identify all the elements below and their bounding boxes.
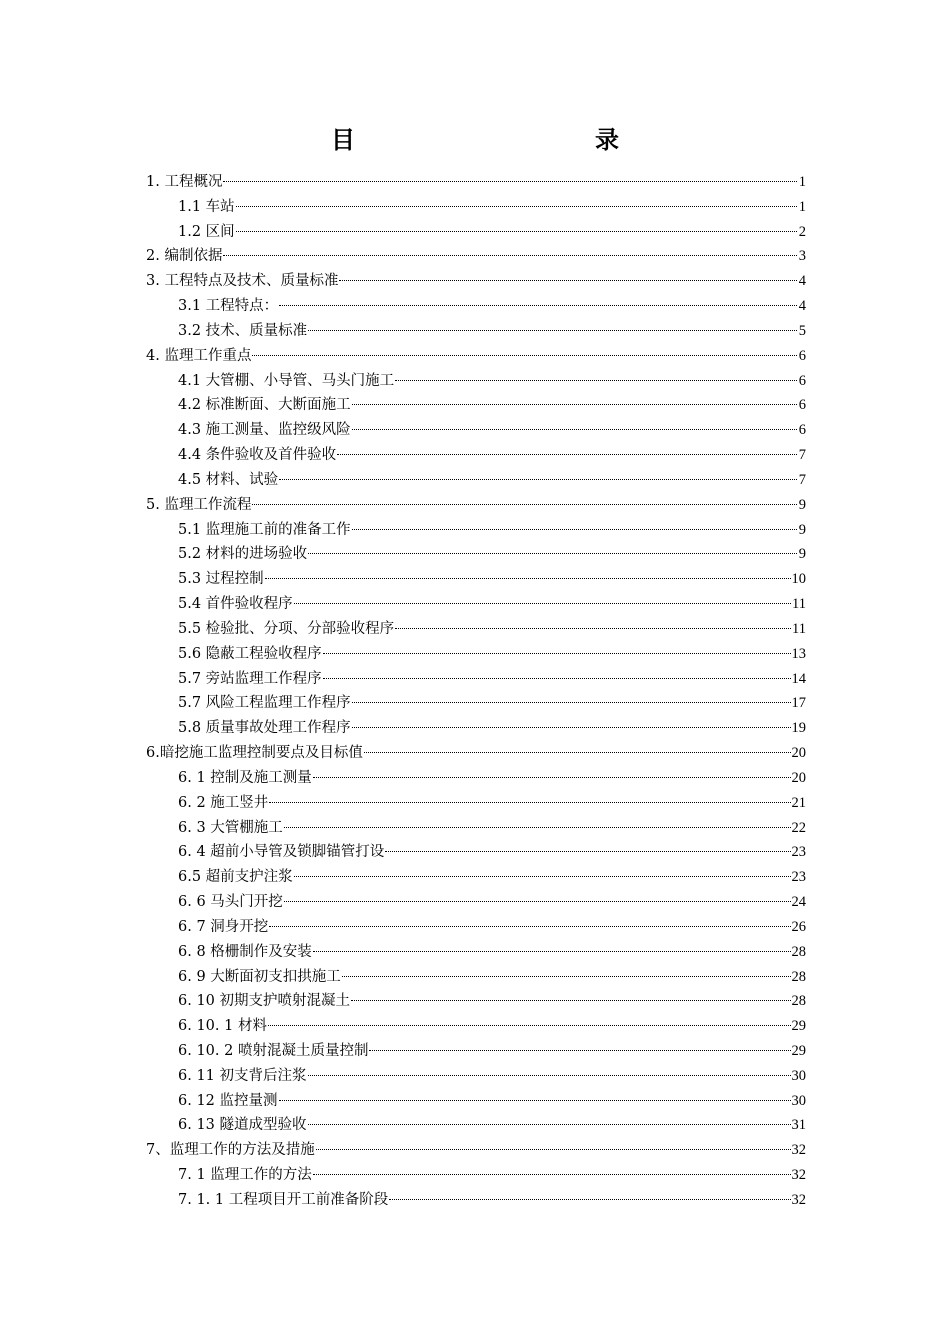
toc-entry[interactable] — [146, 642, 806, 667]
toc-entry-page-number: 7 — [798, 471, 806, 488]
toc-entry-label: 5.7 风险工程监理工作程序 — [178, 695, 351, 712]
toc-entry[interactable] — [146, 493, 806, 518]
toc-entry-page-number: 28 — [791, 993, 806, 1010]
toc-entry-label: 6. 11 初支背后注浆 — [178, 1067, 307, 1084]
toc-entry-label: 7、监理工作的方法及措施 — [146, 1142, 315, 1159]
toc-dot-leader — [337, 454, 797, 455]
toc-entry[interactable] — [146, 989, 806, 1014]
toc-entry-page-number: 2 — [798, 223, 806, 240]
toc-dot-leader — [284, 901, 791, 902]
toc-dot-leader — [308, 1075, 791, 1076]
toc-dot-leader — [313, 951, 791, 952]
toc-entry-label: 5.8 质量事故处理工作程序 — [178, 720, 351, 737]
toc-entry[interactable] — [146, 1039, 806, 1064]
toc-entry-label: 4.5 材料、试验 — [178, 471, 279, 488]
toc-entry-page-number: 6 — [798, 422, 806, 439]
toc-entry-label: 6.5 超前支护注浆 — [178, 869, 293, 886]
toc-dot-leader — [352, 727, 791, 728]
toc-entry-label: 5.7 旁站监理工作程序 — [178, 670, 322, 687]
toc-entry[interactable] — [146, 865, 806, 890]
toc-dot-leader — [352, 702, 791, 703]
toc-dot-leader — [252, 355, 797, 356]
toc-entry[interactable] — [146, 617, 806, 642]
toc-dot-leader — [269, 926, 790, 927]
toc-dot-leader — [308, 1124, 791, 1125]
toc-entry-label: 6. 7 洞身开挖 — [178, 918, 269, 935]
toc-entry[interactable] — [146, 716, 806, 741]
toc-entry-label: 6. 12 监控量测 — [178, 1092, 278, 1109]
toc-entry[interactable] — [146, 1064, 806, 1089]
toc-entry-page-number: 6 — [798, 347, 806, 364]
toc-entry-label: 5.4 首件验收程序 — [178, 596, 293, 613]
toc-entry[interactable] — [146, 518, 806, 543]
toc-entry[interactable] — [146, 1138, 806, 1163]
toc-entry-label: 4.4 条件验收及首件验收 — [178, 447, 337, 464]
toc-entry-page-number: 19 — [791, 720, 806, 737]
toc-entry-label: 6. 2 施工竖井 — [178, 794, 269, 811]
toc-entry-page-number: 6 — [798, 372, 806, 389]
toc-entry-label: 1. 工程概况 — [146, 174, 223, 190]
toc-entry[interactable] — [146, 1014, 806, 1039]
toc-dot-leader — [342, 976, 791, 977]
toc-dot-leader — [236, 231, 797, 232]
toc-entry-label: 4.2 标准断面、大断面施工 — [178, 397, 351, 414]
toc-dot-leader — [294, 603, 791, 604]
toc-dot-leader — [308, 330, 797, 331]
toc-entry[interactable] — [146, 393, 806, 418]
toc-entry-page-number: 1 — [798, 198, 806, 215]
toc-entry[interactable] — [146, 319, 806, 344]
toc-entry-page-number: 32 — [791, 1167, 806, 1184]
toc-entry-label: 5.6 隐蔽工程验收程序 — [178, 645, 322, 662]
toc-entry[interactable] — [146, 691, 806, 716]
toc-dot-leader — [308, 553, 797, 554]
toc-entry-page-number: 26 — [791, 918, 806, 935]
toc-entry-page-number: 4 — [798, 298, 806, 315]
toc-dot-leader — [279, 479, 797, 480]
toc-entry-label: 1.2 区间 — [178, 223, 235, 240]
toc-entry-page-number: 4 — [798, 273, 806, 290]
toc-entry-page-number: 7 — [798, 447, 806, 464]
toc-entry[interactable] — [146, 567, 806, 592]
toc-dot-leader — [385, 851, 790, 852]
toc-entry-label: 6. 8 格栅制作及安装 — [178, 943, 312, 960]
toc-entry[interactable] — [146, 269, 806, 294]
toc-entry-page-number: 21 — [791, 794, 806, 811]
toc-dot-leader — [364, 752, 791, 753]
toc-entry-label: 3.1 工程特点： — [178, 298, 279, 315]
toc-entry-page-number: 14 — [791, 670, 806, 687]
toc-entry[interactable] — [146, 1113, 806, 1138]
toc-entry-page-number: 30 — [791, 1067, 806, 1084]
toc-entry-page-number: 11 — [792, 596, 806, 613]
toc-dot-leader — [313, 1174, 791, 1175]
toc-dot-leader — [236, 206, 797, 207]
toc-entry-page-number: 10 — [791, 571, 806, 588]
toc-entry[interactable] — [146, 791, 806, 816]
toc-entry-page-number: 31 — [791, 1117, 806, 1134]
toc-entry-page-number: 28 — [791, 943, 806, 960]
toc-entry-label: 7. 1 监理工作的方法 — [178, 1167, 312, 1184]
toc-entry-page-number: 20 — [791, 745, 806, 762]
toc-dot-leader — [323, 653, 791, 654]
toc-entry-page-number: 11 — [792, 620, 806, 637]
toc-dot-leader — [223, 181, 797, 182]
toc-entry-label: 7. 1. 1 工程项目开工前准备阶段 — [178, 1191, 389, 1208]
toc-dot-leader — [279, 305, 797, 306]
toc-entry-page-number: 29 — [791, 1018, 806, 1035]
toc-entry-label: 6. 4 超前小导管及锁脚锚管打设 — [178, 844, 385, 861]
toc-dot-leader — [395, 380, 797, 381]
toc-entry[interactable] — [146, 170, 806, 195]
toc-dot-leader — [252, 504, 797, 505]
toc-dot-leader — [268, 1025, 791, 1026]
toc-dot-leader — [352, 404, 797, 405]
toc-entry[interactable] — [146, 195, 806, 220]
toc-entry[interactable] — [146, 741, 806, 766]
toc-entry[interactable] — [146, 816, 806, 841]
toc-entry-page-number: 3 — [798, 248, 806, 265]
toc-entry-page-number: 28 — [791, 968, 806, 985]
toc-entry-label: 1.1 车站 — [178, 198, 235, 215]
toc-entry-label: 3. 工程特点及技术、质量标准 — [146, 273, 339, 290]
toc-entry-page-number: 24 — [791, 894, 806, 911]
toc-entry[interactable] — [146, 1089, 806, 1114]
toc-entry-label: 6. 10. 1 材料 — [178, 1018, 267, 1035]
toc-entry-label: 6. 3 大管棚施工 — [178, 819, 283, 836]
toc-entry[interactable] — [146, 940, 806, 965]
toc-dot-leader — [351, 1000, 790, 1001]
toc-dot-leader — [265, 578, 791, 579]
toc-entry[interactable] — [146, 1188, 806, 1213]
toc-entry[interactable] — [146, 244, 806, 269]
toc-entry-page-number: 32 — [791, 1191, 806, 1208]
toc-dot-leader — [294, 876, 791, 877]
toc-entry[interactable] — [146, 344, 806, 369]
toc-entry-page-number: 9 — [798, 546, 806, 563]
toc-dot-leader — [395, 628, 791, 629]
toc-entry-page-number: 22 — [791, 819, 806, 836]
toc-entry-label: 6. 13 隧道成型验收 — [178, 1117, 307, 1134]
toc-dot-leader — [389, 1199, 790, 1200]
toc-entry-label: 6. 6 马头门开挖 — [178, 894, 283, 911]
toc-entry-page-number: 17 — [791, 695, 806, 712]
toc-dot-leader — [369, 1050, 790, 1051]
page-title: 目 录 — [331, 126, 683, 154]
toc-entry-label: 4.3 施工测量、监控级风险 — [178, 422, 351, 439]
toc-dot-leader — [284, 827, 791, 828]
toc-entry-label: 3.2 技术、质量标准 — [178, 322, 308, 339]
toc-dot-leader — [269, 802, 790, 803]
toc-entry[interactable] — [146, 766, 806, 791]
toc-entry-label: 5.5 检验批、分项、分部验收程序 — [178, 620, 395, 637]
toc-entry[interactable] — [146, 369, 806, 394]
toc-entry-page-number: 23 — [791, 869, 806, 886]
toc-dot-leader — [313, 777, 791, 778]
toc-entry-label: 5. 监理工作流程 — [146, 496, 252, 513]
toc-entry-page-number: 6 — [798, 397, 806, 414]
toc-entry-label: 6.暗挖施工监理控制要点及目标值 — [146, 745, 363, 762]
toc-entry-page-number: 29 — [791, 1042, 806, 1059]
toc-entry-label: 4. 监理工作重点 — [146, 347, 252, 364]
toc-entry-page-number: 30 — [791, 1092, 806, 1109]
toc-entry-page-number: 13 — [791, 645, 806, 662]
toc-entry[interactable] — [146, 667, 806, 692]
toc-dot-leader — [323, 678, 791, 679]
toc-entry-label: 6. 9 大断面初支扣拱施工 — [178, 968, 341, 985]
toc-entry[interactable] — [146, 294, 806, 319]
toc-entry-page-number: 1 — [798, 174, 806, 190]
toc-entry[interactable] — [146, 542, 806, 567]
toc-dot-leader — [223, 255, 797, 256]
toc-entry-label: 2. 编制依据 — [146, 248, 223, 265]
toc-entry-label: 5.3 过程控制 — [178, 571, 264, 588]
toc-entry-page-number: 32 — [791, 1142, 806, 1159]
toc-dot-leader — [339, 280, 797, 281]
toc-entry-page-number: 9 — [798, 496, 806, 513]
toc-dot-leader — [279, 1100, 791, 1101]
table-of-contents — [146, 170, 806, 1213]
toc-entry-label: 5.1 监理施工前的准备工作 — [178, 521, 351, 538]
toc-entry[interactable] — [146, 220, 806, 245]
toc-entry[interactable] — [146, 1163, 806, 1188]
toc-dot-leader — [352, 529, 797, 530]
toc-entry[interactable] — [146, 443, 806, 468]
toc-entry-label: 6. 1 控制及施工测量 — [178, 769, 312, 786]
toc-entry[interactable] — [146, 840, 806, 865]
toc-entry-page-number: 20 — [791, 769, 806, 786]
toc-dot-leader — [352, 429, 797, 430]
toc-entry-page-number: 23 — [791, 844, 806, 861]
toc-entry[interactable] — [146, 965, 806, 990]
toc-entry-label: 6. 10 初期支护喷射混凝土 — [178, 993, 351, 1010]
toc-entry[interactable] — [146, 468, 806, 493]
toc-entry-page-number: 5 — [798, 322, 806, 339]
toc-entry-label: 4.1 大管棚、小导管、马头门施工 — [178, 372, 395, 389]
toc-dot-leader — [316, 1149, 791, 1150]
toc-entry[interactable] — [146, 890, 806, 915]
toc-entry[interactable] — [146, 418, 806, 443]
toc-entry-label: 5.2 材料的进场验收 — [178, 546, 308, 563]
toc-entry-page-number: 9 — [798, 521, 806, 538]
toc-entry[interactable] — [146, 915, 806, 940]
toc-entry[interactable] — [146, 592, 806, 617]
toc-entry-label: 6. 10. 2 喷射混凝土质量控制 — [178, 1042, 369, 1059]
